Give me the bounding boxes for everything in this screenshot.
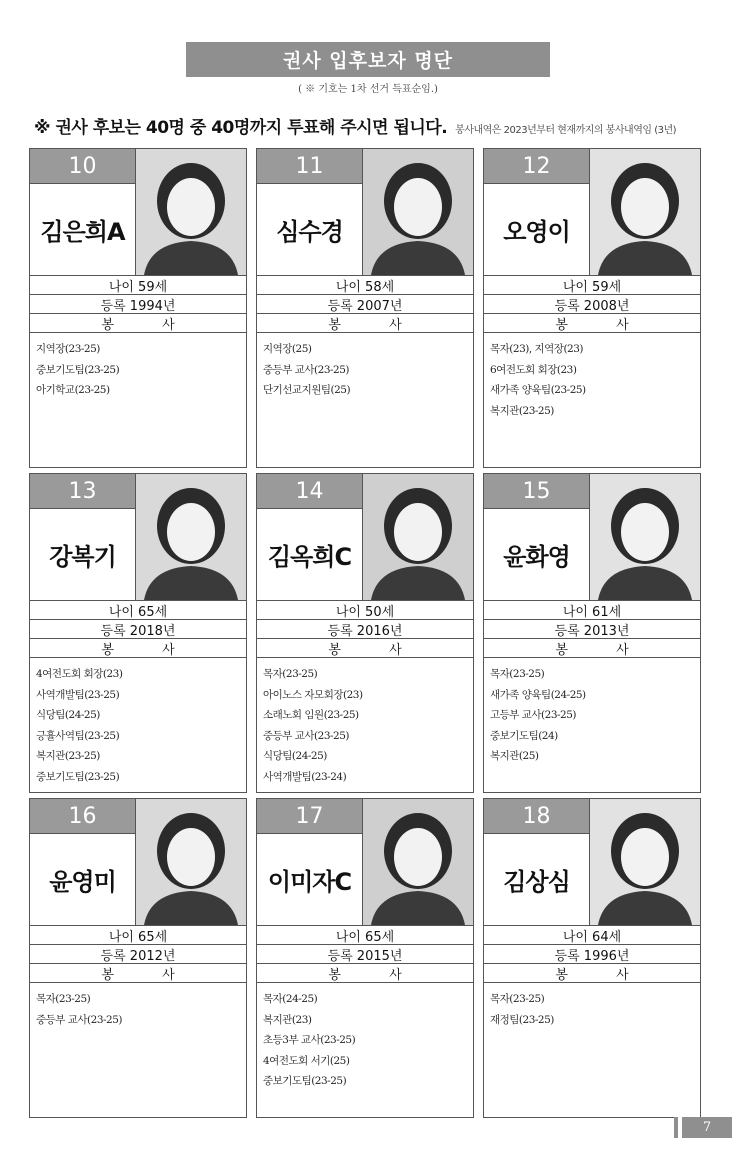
candidate-registered: 등록 2012년	[30, 944, 246, 963]
candidate-number: 13	[30, 474, 136, 509]
candidate-name: 윤영미	[30, 834, 136, 925]
service-item: 중보기도팀(23-25)	[36, 770, 120, 783]
service-item: 중보기도팀(24)	[490, 729, 558, 742]
candidate-number: 17	[257, 799, 363, 834]
service-item: 사역개발팀(23-25)	[36, 688, 120, 701]
candidate-photo	[590, 149, 700, 275]
portrait-icon	[363, 474, 473, 600]
service-list	[30, 657, 246, 792]
candidate-card	[483, 148, 701, 468]
service-item: 중등부 교사(23-25)	[263, 363, 350, 376]
candidate-number: 10	[30, 149, 136, 184]
service-item: 식당팀(24-25)	[36, 709, 100, 721]
service-list	[30, 332, 246, 467]
candidate-photo	[363, 474, 473, 600]
candidate-name: 윤화영	[484, 509, 590, 600]
portrait-icon	[590, 474, 700, 600]
service-item: 단기선교지원팀(25)	[263, 384, 351, 396]
service-item: 지역장(23-25)	[36, 343, 100, 355]
service-item: 중보기도팀(23-25)	[36, 363, 120, 376]
portrait-icon	[136, 474, 246, 600]
service-item: 목자(23-25)	[36, 993, 91, 1005]
candidate-photo	[590, 799, 700, 925]
candidate-age: 나이 64세	[484, 925, 700, 944]
candidate-number: 18	[484, 799, 590, 834]
candidate-card	[256, 798, 474, 1118]
candidate-card	[256, 473, 474, 793]
service-item: 복지관(23-25)	[490, 404, 554, 417]
service-list	[257, 332, 473, 467]
service-list	[30, 982, 246, 1117]
service-item: 아이노스 자모회장(23)	[263, 688, 363, 701]
candidate-number: 11	[257, 149, 363, 184]
candidate-age: 나이 65세	[30, 600, 246, 619]
candidate-name: 오영이	[484, 184, 590, 275]
candidate-name: 김옥희C	[257, 509, 363, 600]
service-list	[257, 982, 473, 1117]
candidate-age: 나이 61세	[484, 600, 700, 619]
candidate-age: 나이 50세	[257, 600, 473, 619]
candidate-card	[483, 473, 701, 793]
service-item: 새가족 양육팀(23-25)	[490, 384, 586, 396]
service-item: 목자(23-25)	[490, 668, 545, 680]
candidate-photo	[136, 474, 246, 600]
candidate-registered: 등록 2018년	[30, 619, 246, 638]
candidate-name: 심수경	[257, 184, 363, 275]
portrait-icon	[136, 149, 246, 275]
candidate-age: 나이 59세	[484, 275, 700, 294]
candidate-photo	[136, 149, 246, 275]
candidate-card	[29, 798, 247, 1118]
service-heading: 봉 사	[257, 313, 473, 332]
service-item: 소래노회 임원(23-25)	[263, 709, 359, 721]
service-item: 고등부 교사(23-25)	[490, 709, 577, 721]
candidate-registered: 등록 2007년	[257, 294, 473, 313]
service-item: 복지관(23-25)	[36, 750, 100, 762]
candidate-age: 나이 58세	[257, 275, 473, 294]
service-item: 4여전도회 회장(23)	[36, 668, 123, 680]
service-item: 6여전도회 회장(23)	[490, 363, 577, 376]
title-note: ( ※ 기호는 1차 선거 득표순임.)	[298, 84, 438, 95]
service-item: 목자(23-25)	[263, 668, 318, 680]
candidate-age: 나이 59세	[30, 275, 246, 294]
service-heading: 봉 사	[257, 638, 473, 657]
candidate-photo	[590, 474, 700, 600]
service-heading: 봉 사	[484, 963, 700, 982]
portrait-icon	[590, 799, 700, 925]
service-list	[257, 657, 473, 792]
service-item: 새가족 양육팀(24-25)	[490, 688, 586, 701]
service-list	[484, 982, 700, 1117]
candidate-age: 나이 65세	[257, 925, 473, 944]
service-heading: 봉 사	[30, 313, 246, 332]
candidate-card	[29, 148, 247, 468]
voting-notice	[34, 113, 714, 139]
service-heading: 봉 사	[484, 638, 700, 657]
candidate-card	[29, 473, 247, 793]
service-item: 목자(24-25)	[263, 993, 318, 1005]
service-heading: 봉 사	[30, 638, 246, 657]
portrait-icon	[590, 149, 700, 275]
service-item: 아기학교(23-25)	[36, 384, 110, 396]
candidate-photo	[363, 799, 473, 925]
service-item: 긍휼사역팀(23-25)	[36, 729, 120, 742]
candidate-photo	[136, 799, 246, 925]
service-item: 중등부 교사(23-25)	[263, 729, 350, 742]
portrait-icon	[136, 799, 246, 925]
service-item: 목자(23), 지역장(23)	[490, 343, 583, 355]
candidate-registered: 등록 1994년	[30, 294, 246, 313]
candidate-age: 나이 65세	[30, 925, 246, 944]
candidate-number: 14	[257, 474, 363, 509]
service-item: 목자(23-25)	[490, 993, 545, 1005]
portrait-icon	[363, 149, 473, 275]
service-list	[484, 332, 700, 467]
service-item: 식당팀(24-25)	[263, 750, 327, 762]
candidate-registered: 등록 2008년	[484, 294, 700, 313]
service-item: 복지관(23)	[263, 1013, 312, 1026]
candidate-number: 15	[484, 474, 590, 509]
service-item: 4여전도회 서기(25)	[263, 1054, 350, 1067]
service-item: 재정팀(23-25)	[490, 1013, 554, 1026]
candidate-registered: 등록 2013년	[484, 619, 700, 638]
service-list	[484, 657, 700, 792]
candidate-photo	[363, 149, 473, 275]
page-number: 7	[678, 1117, 732, 1138]
candidate-registered: 등록 2015년	[257, 944, 473, 963]
notice-sub: 봉사내역은 2023년부터 현재까지의 봉사내역임 (3년)	[455, 125, 677, 136]
candidate-number: 12	[484, 149, 590, 184]
candidate-card	[483, 798, 701, 1118]
service-heading: 봉 사	[484, 313, 700, 332]
candidate-name: 김은희A	[30, 184, 136, 275]
candidate-name: 김상심	[484, 834, 590, 925]
portrait-icon	[363, 799, 473, 925]
notice-main: ※ 권사 후보는 40명 중 40명까지 투표해 주시면 됩니다.	[34, 118, 448, 138]
candidate-card	[256, 148, 474, 468]
page-title: 권사 입후보자 명단	[186, 42, 550, 77]
candidate-registered: 등록 1996년	[484, 944, 700, 963]
service-item: 중등부 교사(23-25)	[36, 1013, 123, 1026]
service-item: 사역개발팀(23-24)	[263, 770, 347, 783]
service-heading: 봉 사	[30, 963, 246, 982]
candidate-name: 이미자C	[257, 834, 363, 925]
service-item: 초등3부 교사(23-25)	[263, 1034, 356, 1046]
candidate-name: 강복기	[30, 509, 136, 600]
service-item: 복지관(25)	[490, 750, 539, 762]
candidate-registered: 등록 2016년	[257, 619, 473, 638]
service-item: 지역장(25)	[263, 343, 312, 355]
candidate-number: 16	[30, 799, 136, 834]
service-item: 중보기도팀(23-25)	[263, 1075, 347, 1087]
service-heading: 봉 사	[257, 963, 473, 982]
